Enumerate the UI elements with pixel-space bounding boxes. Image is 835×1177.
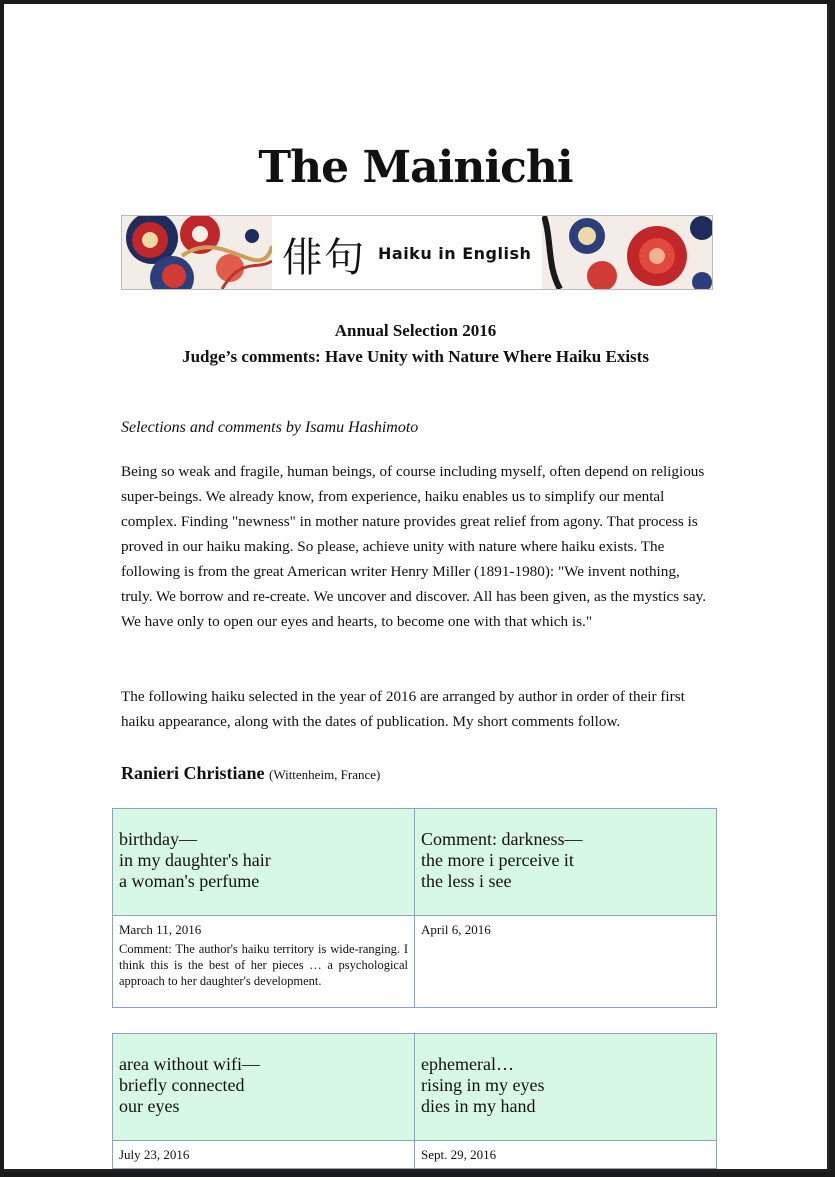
haiku-meta-cell (415, 1141, 717, 1169)
haiku-cell (415, 809, 717, 916)
author-place: (Wittenheim, France) (269, 767, 381, 782)
haiku-meta-cell (415, 916, 717, 1008)
haiku-meta-cell (113, 916, 415, 1008)
floral-left-decoration (122, 216, 272, 289)
publication-date: July 23, 2016 (119, 1147, 190, 1162)
masthead-logo: The Mainichi (258, 142, 573, 193)
publication-date: Sept. 29, 2016 (421, 1147, 497, 1162)
haiku-text: birthday— in my daughter's hair a woman's perfume (119, 829, 271, 891)
haiku-text: ephemeral… rising in my eyes dies in my hand (421, 1054, 545, 1116)
byline: Selections and comments by Isamu Hashimoto (121, 419, 419, 436)
article-heading (4, 318, 827, 370)
judge-comment: Comment: The author's haiku territory is wide-ranging. I think this is the best of her pieces … a psychological approach to her daughter's development. (119, 942, 408, 988)
haiku-table-1 (112, 808, 717, 1008)
banner-kanji: 俳句 (282, 235, 366, 281)
intro-paragraph: Being so weak and fragile, human beings, of course including myself, often depend on religious super-beings. We already know, from experience, haiku enables us to simplify our mental complex. Finding "newness" in mother nature provides great relief from agony. That process is proved in our haiku making. So please, achieve unity with nature where haiku exists. The following is from the great American writer Henry Miller (1891-1980): "We invent nothing, truly. We borrow and re-create. We uncover and discover. All has been given, as the mystics say. We have only to open our eyes and hearts, to become one with that which is." (121, 463, 707, 630)
floral-right-decoration (542, 216, 712, 289)
banner-title: Haiku in English (378, 244, 532, 263)
haiku-cell (415, 1034, 717, 1141)
haiku-cell (113, 1034, 415, 1141)
haiku-text: Comment: darkness— the more i perceive it the less i see (421, 829, 583, 891)
document-page (4, 4, 830, 1172)
publication-date: March 11, 2016 (119, 922, 202, 937)
arrangement-paragraph: The following haiku selected in the year of 2016 are arranged by author in order of their first haiku appearance, along with the dates of publication. My short comments follow. (121, 688, 685, 730)
publication-date: April 6, 2016 (421, 922, 491, 937)
author-name: Ranieri Christiane (121, 763, 265, 783)
haiku-meta-cell (113, 1141, 415, 1169)
haiku-cell (113, 809, 415, 916)
haiku-text: area without wifi— briefly connected our eyes (119, 1054, 260, 1116)
haiku-banner (121, 215, 713, 290)
heading-line-1: Annual Selection 2016 (334, 321, 497, 340)
heading-line-2: Judge’s comments: Have Unity with Nature Where Haiku Exists (182, 347, 649, 366)
haiku-table-2 (112, 1033, 717, 1169)
author-heading (121, 763, 380, 784)
